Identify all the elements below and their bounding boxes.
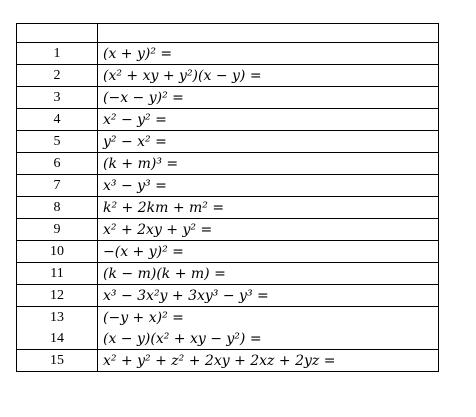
- table-row: [17, 175, 439, 197]
- row-number: 14: [17, 328, 98, 350]
- row-expression: x² + 2xy + y² =: [98, 219, 439, 241]
- row-expression: x³ − y³ =: [98, 175, 439, 197]
- row-expression: (x − y)(x² + xy − y²) =: [98, 328, 439, 350]
- table-row: [17, 285, 439, 307]
- table-row: [17, 263, 439, 285]
- row-expression: (−y + x)² =: [98, 307, 439, 329]
- row-number: 9: [17, 219, 98, 241]
- row-number: 13: [17, 307, 98, 329]
- row-number: 2: [17, 65, 98, 87]
- table-row: [17, 197, 439, 219]
- row-number: 5: [17, 131, 98, 153]
- header-number-cell: [17, 24, 98, 43]
- row-number: 8: [17, 197, 98, 219]
- table-row: [17, 241, 439, 263]
- row-number: 7: [17, 175, 98, 197]
- row-expression: x³ − 3x²y + 3xy³ − y³ =: [98, 285, 439, 307]
- table-row: [17, 87, 439, 109]
- row-number: 10: [17, 241, 98, 263]
- row-expression: (k − m)(k + m) =: [98, 263, 439, 285]
- row-number: 4: [17, 109, 98, 131]
- header-expression-cell: [98, 24, 439, 43]
- table-row: [17, 328, 439, 350]
- table-row: [17, 131, 439, 153]
- row-number: 12: [17, 285, 98, 307]
- table-row: [17, 219, 439, 241]
- table-row: [17, 109, 439, 131]
- row-expression: y² − x² =: [98, 131, 439, 153]
- row-number: 15: [17, 350, 98, 372]
- table-row: [17, 43, 439, 65]
- row-number: 6: [17, 153, 98, 175]
- row-expression: −(x + y)² =: [98, 241, 439, 263]
- row-number: 3: [17, 87, 98, 109]
- row-number: 1: [17, 43, 98, 65]
- row-number: 11: [17, 263, 98, 285]
- row-expression: (−x − y)² =: [98, 87, 439, 109]
- table-row: [17, 307, 439, 329]
- row-expression: (x + y)² =: [98, 43, 439, 65]
- row-expression: (k + m)³ =: [98, 153, 439, 175]
- row-expression: (x² + xy + y²)(x − y) =: [98, 65, 439, 87]
- row-expression: x² − y² =: [98, 109, 439, 131]
- equation-table: [16, 23, 439, 372]
- table-row: [17, 350, 439, 372]
- table-header-row: [17, 24, 439, 43]
- row-expression: k² + 2km + m² =: [98, 197, 439, 219]
- row-expression: x² + y² + z² + 2xy + 2xz + 2yz =: [98, 350, 439, 372]
- table-row: [17, 65, 439, 87]
- table-row: [17, 153, 439, 175]
